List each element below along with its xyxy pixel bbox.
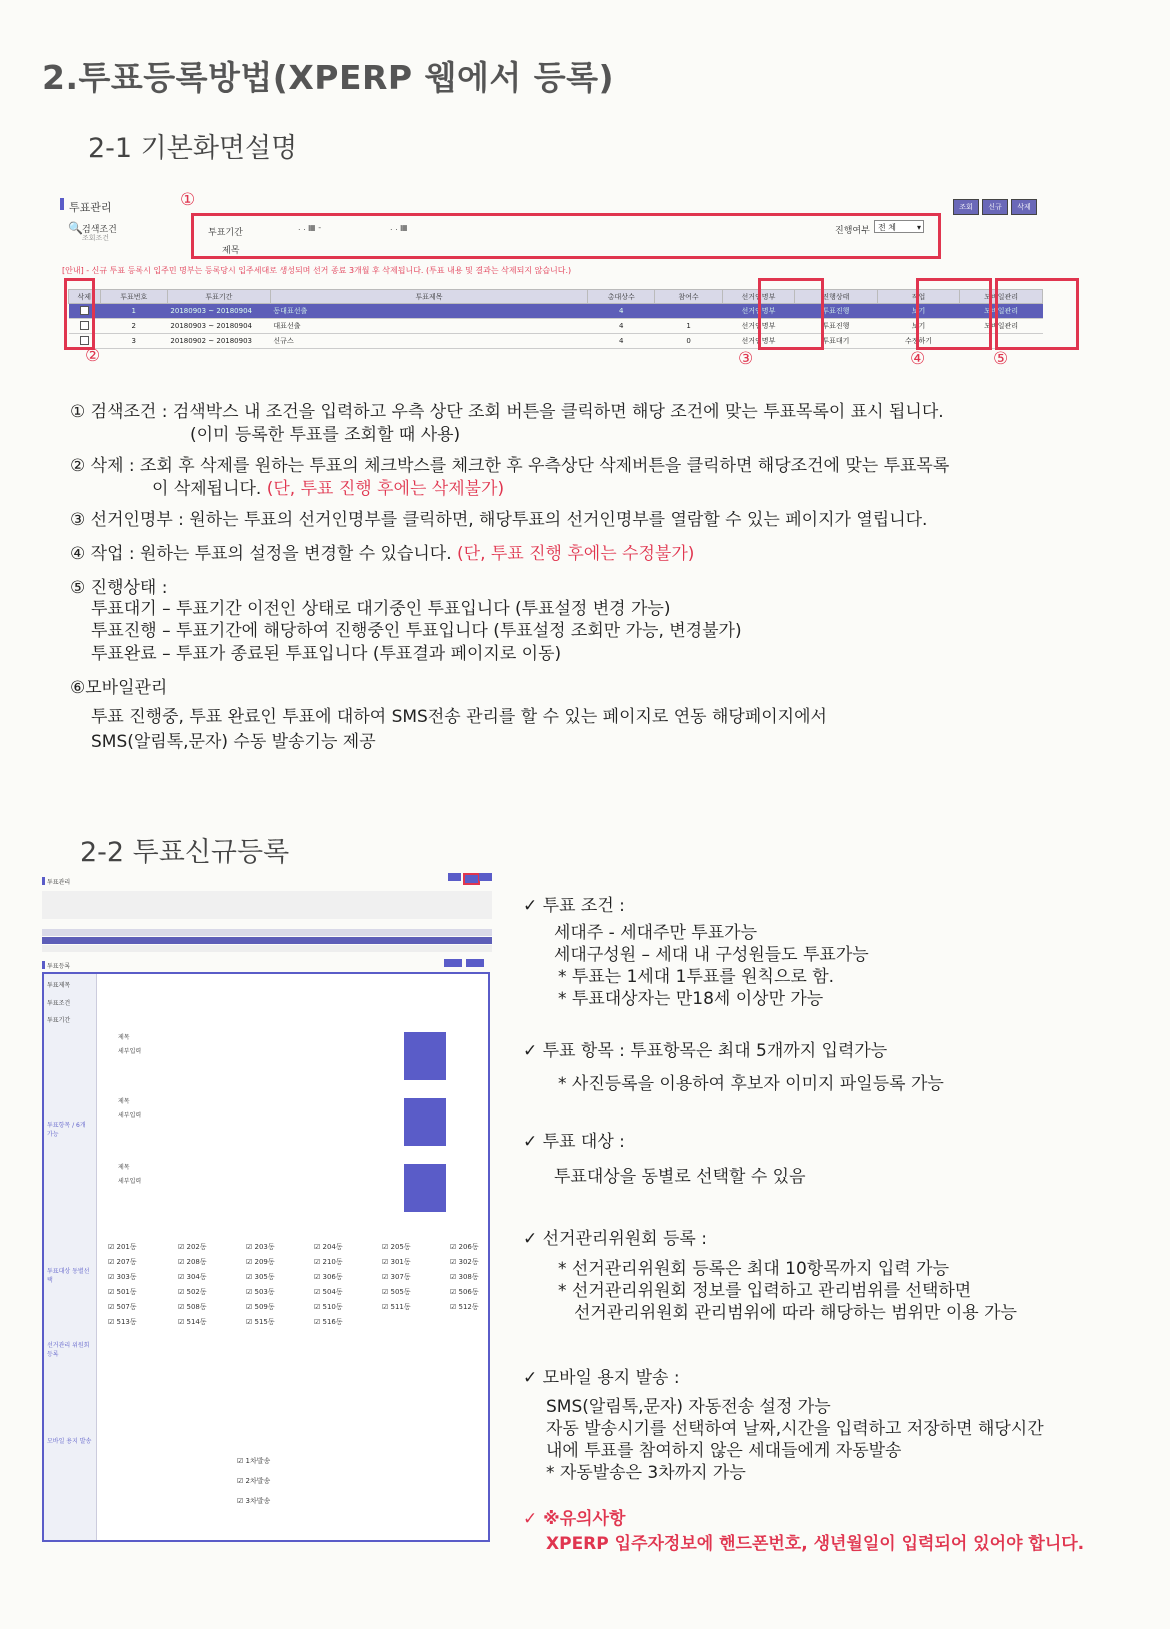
dong-checkbox[interactable]: ☑ 209동 [246,1257,275,1267]
dong-checkbox[interactable]: ☑ 203동 [246,1242,275,1252]
desc-1b: (이미 등록한 투표를 조회할 때 사용) [190,425,461,445]
mobile-link[interactable]: 모바일관리 [960,319,1043,334]
row-status: 투표대기 [795,334,878,349]
action-highlight [916,278,992,350]
vote-management-screenshot [60,190,1085,369]
dong-checkbox[interactable]: ☑ 210동 [314,1257,343,1267]
dong-checkbox[interactable]: ☑ 301동 [382,1257,411,1267]
dong-checkbox[interactable]: ☑ 514동 [178,1317,207,1327]
item1-detail-label: 세부입력 [118,1048,142,1055]
row-period: 20180903 ~ 20180904 [167,319,270,334]
dong-checkbox[interactable]: ☑ 501동 [108,1287,137,1297]
dong-checkbox[interactable]: ☑ 202동 [178,1242,207,1252]
action-link[interactable]: 보기 [877,319,960,334]
dong-checkbox[interactable]: ☑ 505동 [382,1287,411,1297]
photo-upload-button[interactable] [404,1032,446,1080]
search-condition-sub: 조회조건 [82,234,110,242]
row-title: 신규스 [270,334,587,349]
row-status: 투표진행 [795,319,878,334]
period-end-input[interactable]: . . ▦ [390,223,408,232]
dong-checkbox[interactable]: ☑ 507동 [108,1302,137,1312]
form-label-title: 투표제목 [47,982,71,989]
note-title: ✓ ※유의사항 [523,1509,626,1529]
dong-checkbox[interactable]: ☑ 308동 [450,1272,479,1282]
delete-column-highlight [64,278,95,350]
desc-5-1: 투표대기 – 투표기간 이전인 상태로 대기중인 투표입니다 (투표설정 변경 가능) [91,599,671,619]
col-title: 투표제목 [270,290,587,304]
desc-2-warning: (단, 투표 진행 후에는 삭제불가) [261,479,505,499]
row-number: 3 [100,334,167,349]
table-header-row [69,290,1043,304]
mobile-link[interactable]: 모바일관리 [960,304,1043,319]
col-voter-list: 선거인명부 [722,290,794,304]
form-label-mobile: 모바일 용지 발송 [47,1438,92,1445]
row-period: 20180902 ~ 20180903 [167,334,270,349]
chevron-down-icon: ▾ [916,223,921,232]
subject-label: 제목 [222,246,240,256]
mini-table-row [42,945,492,952]
section-title-2-1: 2-1 기본화면설명 [88,133,298,164]
voter-list-link[interactable]: 선거인명부 [722,319,794,334]
dong-checkbox[interactable]: ☑ 205동 [382,1242,411,1252]
photo-upload-button[interactable] [404,1164,446,1212]
dong-checkbox[interactable]: ☑ 207동 [108,1257,137,1267]
committee-2: * 선거관리위원회 정보를 입력하고 관리범위를 선택하면 [558,1281,972,1301]
marker-2: ② [85,346,101,366]
search-button[interactable]: 조회 [953,199,979,215]
col-mobile: 모바일관리 [960,290,1043,304]
row-total: 4 [588,319,655,334]
mobile-title: ✓ 모바일 용지 발송 : [523,1368,680,1388]
row-participants: 0 [655,334,722,349]
form-label-committee: 선거관리 위원회 등록 [47,1342,90,1358]
desc-3: ③ 선거인명부 : 원하는 투표의 선거인명부를 클릭하면, 해당투표의 선거인명부를 열람할 수 있는 페이지가 열립니다. [70,510,928,530]
col-action: 작업 [877,290,960,304]
col-period: 투표기간 [167,290,270,304]
row-number: 2 [100,319,167,334]
committee-3: 선거관리위원회 관리범위에 따라 해당하는 범위만 이용 가능 [574,1303,1017,1323]
mini-table-header [42,929,492,936]
table-row[interactable] [69,319,1043,334]
search-box-highlight [191,213,941,259]
mobile-3: 내에 투표를 참여하지 않은 세대들에게 자동발송 [546,1441,902,1461]
table-row[interactable] [69,334,1043,349]
mini-panel-title: 투표관리 [47,879,71,886]
mobile-highlight [995,278,1079,350]
desc-4-warning: (단, 투표 진행 후에는 수정불가) [451,544,695,564]
desc-5-2: 투표진행 – 투표기간에 해당하여 진행중인 투표입니다 (투표설정 조회만 가능, 변경불가) [91,621,742,641]
dong-checkbox[interactable]: ☑ 208동 [178,1257,207,1267]
mini-new-button[interactable] [463,873,480,885]
form-label-condition: 투표조건 [47,1000,71,1007]
table-row[interactable] [69,304,1043,319]
row-period: 20180903 ~ 20180904 [167,304,270,319]
vote-table [68,289,1043,349]
desc-5: ⑤ 진행상태 : [70,578,168,598]
row-participants: 1 [655,319,722,334]
mini-delete-button[interactable] [479,873,492,881]
row-title: 대표선출 [270,319,587,334]
delete-button[interactable]: 삭제 [1011,199,1037,215]
photo-upload-button[interactable] [404,1098,446,1146]
desc-2b-text: 이 삭제됩니다. [152,479,262,499]
desc-5-3: 투표완료 – 투표가 종료된 투표입니다 (투표결과 페이지로 이동) [91,644,562,664]
dong-checkbox[interactable]: ☑ 508동 [178,1302,207,1312]
col-status: 진행상태 [795,290,878,304]
target-1: 투표대상을 동별로 선택할 수 있음 [554,1167,806,1187]
period-label: 투표기간 [208,228,243,238]
items-1: * 사진등록을 이용하여 후보자 이미지 파일등록 가능 [558,1074,944,1094]
item1-title-label: 제목 [118,1034,130,1041]
dong-checkbox[interactable]: ☑ 502동 [178,1287,207,1297]
action-link[interactable]: 보기 [877,304,960,319]
items-title: ✓ 투표 항목 : 투표항목은 최대 5개까지 입력가능 [523,1041,888,1061]
mobile-1: SMS(알림톡,문자) 자동전송 설정 가능 [546,1397,831,1417]
mobile-2: 자동 발송시기를 선택하여 날짜,시간을 입력하고 저장하면 해당시간 [546,1419,1044,1439]
row-total: 4 [588,334,655,349]
note-text: XPERP 입주자정보에 핸드폰번호, 생년월일이 입력되어 있어야 합니다. [546,1534,1085,1554]
dong-checkbox[interactable]: ☑ 504동 [314,1287,343,1297]
sms-check-3[interactable]: ☑ 3차발송 [237,1496,270,1506]
marker-5: ⑤ [993,349,1009,369]
desc-6: ⑥모바일관리 [70,678,168,698]
dong-checkbox[interactable]: ☑ 302동 [450,1257,479,1267]
marker-1: ① [180,190,196,210]
dong-checkbox[interactable]: ☑ 204동 [314,1242,343,1252]
status-select-value: 전 체 [878,223,896,232]
dong-checkbox[interactable]: ☑ 506동 [450,1287,479,1297]
item2-detail-label: 세부입력 [118,1112,142,1119]
search-icon: 🔍 [68,221,83,235]
vote-registration-screenshot [42,877,502,1542]
cond-3: * 투표는 1세대 1투표를 원칙으로 함. [558,967,835,987]
row-status: 투표진행 [795,304,878,319]
row-title: 동대표선출 [270,304,587,319]
dong-checkbox[interactable]: ☑ 304동 [178,1272,207,1282]
mini-search-button[interactable] [448,873,461,881]
mini-save-button[interactable] [444,959,462,967]
sms-check-2[interactable]: ☑ 2차발송 [237,1476,270,1486]
col-delete: 삭제 [69,290,101,304]
voter-list-highlight [758,278,824,350]
status-select[interactable] [874,220,924,233]
item3-title-label: 제목 [118,1164,130,1171]
page-title: 2.투표등록방법(XPERP 웹에서 등록) [42,58,615,97]
voter-list-link[interactable]: 선거인명부 [722,304,794,319]
marker-3: ③ [738,349,754,369]
notice-text: [안내] - 신규 투표 등록시 입주민 명부는 등록당시 입주세대로 생성되며 선거 종료 3개월 후 삭제됩니다. (투표 내용 및 결과는 삭제되지 않습니다.) [62,266,572,275]
col-number: 투표번호 [100,290,167,304]
dong-checkbox[interactable]: ☑ 513동 [108,1317,137,1327]
voter-list-link[interactable]: 선거인명부 [722,334,794,349]
committee-title: ✓ 선거관리위원회 등록 : [523,1229,707,1249]
row-participants [655,304,722,319]
mini-cancel-button[interactable] [466,959,484,967]
registration-form [42,972,490,1542]
dong-checkbox[interactable]: ☑ 509동 [246,1302,275,1312]
desc-4-text: ④ 작업 : 원하는 투표의 설정을 변경할 수 있습니다. [70,544,452,564]
dong-checkbox[interactable]: ☑ 206동 [450,1242,479,1252]
new-button[interactable]: 신규 [982,199,1008,215]
mini-table-row [42,937,492,944]
dong-checkbox[interactable]: ☑ 511동 [382,1302,411,1312]
dong-checkbox[interactable]: ☑ 516동 [314,1317,343,1327]
row-total: 4 [588,304,655,319]
desc-2b [152,478,504,501]
item2-title-label: 제목 [118,1098,130,1105]
dong-checkbox[interactable]: ☑ 515동 [246,1317,275,1327]
desc-1: ① 검색조건 : 검색박스 내 조건을 입력하고 우측 상단 조회 버튼을 클릭하면 해당 조건에 맞는 투표목록이 표시 됩니다. [70,402,944,422]
reg-title: 투표등록 [47,963,71,970]
committee-1: * 선거관리위원회 등록은 최대 10항목까지 입력 가능 [558,1259,949,1279]
panel-title: 투표관리 [69,201,112,214]
target-title: ✓ 투표 대상 : [523,1132,625,1152]
dong-checkbox[interactable]: ☑ 510동 [314,1302,343,1312]
dong-checkbox[interactable]: ☑ 305동 [246,1272,275,1282]
cond-4: * 투표대상자는 만18세 이상만 가능 [558,989,824,1009]
form-label-period: 투표기간 [47,1017,71,1024]
col-participants: 참여수 [655,290,722,304]
dong-checkbox[interactable]: ☑ 512동 [450,1302,479,1312]
marker-4: ④ [910,349,926,369]
dong-checkbox[interactable]: ☑ 303동 [108,1272,137,1282]
form-label-items: 투표항목 / 6개 가능 [47,1122,86,1138]
dong-checkbox[interactable]: ☑ 503동 [246,1287,275,1297]
desc-4 [70,543,694,566]
status-filter-label: 진행여부 [835,226,870,236]
period-start-input[interactable]: . . ▦ - [298,223,322,232]
cond-title: ✓ 투표 조건 : [523,896,625,916]
action-link[interactable]: 수정하기 [877,334,960,349]
section-title-2-2: 2-2 투표신규등록 [80,837,290,868]
desc-2: ② 삭제 : 조회 후 삭제를 원하는 투표의 체크박스를 체크한 후 우측상단 삭제버튼을 클릭하면 해당조건에 맞는 투표목록 [70,456,950,476]
dong-checkbox[interactable]: ☑ 306동 [314,1272,343,1282]
sms-check-1[interactable]: ☑ 1차발송 [237,1456,270,1466]
desc-6-2: SMS(알림톡,문자) 수동 발송기능 제공 [91,732,376,752]
cond-2: 세대구성원 – 세대 내 구성원들도 투표가능 [554,945,869,965]
col-total: 총대상수 [588,290,655,304]
search-condition-label: 검색조건 [82,225,117,235]
dong-checkbox[interactable]: ☑ 201동 [108,1242,137,1252]
mini-search-box [42,891,492,919]
cond-1: 세대주 - 세대주만 투표가능 [554,923,757,943]
desc-6-1: 투표 진행중, 투표 완료인 투표에 대하여 SMS전송 관리를 할 수 있는 페이지로 연동 해당페이지에서 [91,707,827,727]
item3-detail-label: 세부입력 [118,1178,142,1185]
mobile-4: * 자동발송은 3차까지 가능 [546,1463,746,1483]
row-number: 1 [100,304,167,319]
form-label-targets: 투표대상 동별선택 [47,1268,90,1284]
dong-checkbox[interactable]: ☑ 307동 [382,1272,411,1282]
